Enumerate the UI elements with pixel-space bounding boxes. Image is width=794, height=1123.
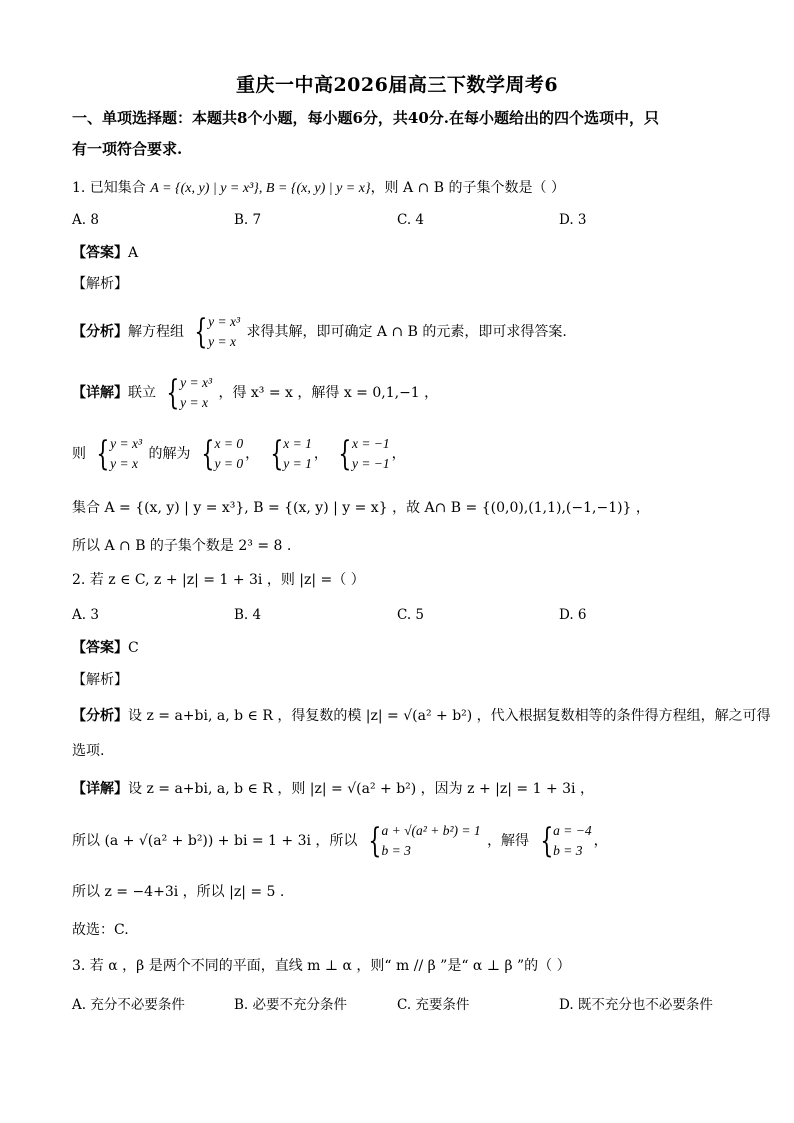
q2-equation-line xyxy=(72,821,732,861)
q1-stem-suffix: ，则 A ∩ B 的子集个数是（ ） xyxy=(370,180,565,196)
left-brace-icon: { xyxy=(201,434,215,474)
q2-fenxi-text: 设 z = a+bi, a, b ∈ R ，得复数的模 |z| = √(a² + b²) ，代入根据复数相等的条件得方程组，解之可得 xyxy=(128,708,771,724)
q2-eq-text-c: ， xyxy=(593,833,608,849)
section-heading-line-2: 有一项符合要求. xyxy=(72,140,183,158)
q2-stem: 2. 若 z ∈ C, z + |z| = 1 + 3i ，则 |z| =（ ） xyxy=(72,572,365,588)
q2-eq-text-a: 所以 (a + √(a² + b²)) + bi = 1 + 3i ，所以 xyxy=(72,833,358,849)
left-brace-icon: { xyxy=(368,821,382,861)
q1-detail-text-a: 联立 xyxy=(128,385,156,401)
q1-sol-text-b: 的解为 xyxy=(148,446,191,462)
q1-solution-1 xyxy=(197,434,243,474)
q1-option-d: D. 3 xyxy=(559,212,587,228)
q2-answer-tag: 【答案】 xyxy=(72,640,128,656)
q1-answer-tag: 【答案】 xyxy=(72,245,128,261)
q3-option-a: A. 充分不必要条件 xyxy=(72,997,185,1013)
q1-option-c: C. 4 xyxy=(397,212,425,228)
q1-solution-2-x: x = 1 xyxy=(283,436,312,451)
q1-fenxi xyxy=(72,312,732,352)
q2-sol-1: a = −4 xyxy=(553,823,592,838)
q2-option-c: C. 5 xyxy=(397,607,425,623)
q1-solution-1-y: y = 0 xyxy=(214,456,244,471)
q3-option-c: C. 充要条件 xyxy=(397,997,470,1013)
section-heading-line-1: 一、单项选择题：本题共8个小题，每小题6分，共40分.在每小题给出的四个选项中，只 xyxy=(72,109,659,127)
q1-solution-2 xyxy=(266,434,312,474)
q1-options xyxy=(72,212,732,232)
q1-answer xyxy=(72,243,732,263)
q1-detail-eq-1: y = x³ xyxy=(180,375,212,390)
q2-detail-text: 设 z = a+bi, a, b ∈ R ，则 |z| = √(a² + b²) ，因为 z + |z| = 1 + 3i ， xyxy=(128,781,594,797)
q2-fenxi xyxy=(72,706,771,726)
q2-eq-2: b = 3 xyxy=(381,843,411,858)
left-brace-icon: { xyxy=(96,434,110,474)
q2-fenxi-tag: 【分析】 xyxy=(72,708,128,724)
q1-option-b: B. 7 xyxy=(234,212,262,228)
page-title: 重庆一中高2026届高三下数学周考6 xyxy=(235,74,559,96)
q1-solutions: 则 { y = x³ y = x 的解为 { x = 0 y = 0 ， { x = 1 y = 1 ， { x = −1 y = −1 ， xyxy=(72,434,406,474)
q1-fenxi-eq-1: y = x³ xyxy=(208,314,240,329)
q1-stem xyxy=(72,178,732,199)
q2-eq-text-b: ，解得 xyxy=(487,833,530,849)
q2-sol-2: b = 3 xyxy=(553,843,583,858)
q1-sol-eq-2: y = x xyxy=(110,456,138,471)
q1-set-a: A = {(x, y) | y = x³} xyxy=(150,181,259,196)
q2-choose: 故选：C. xyxy=(72,922,129,938)
q1-detail-system xyxy=(162,373,212,413)
q1-fenxi-tag: 【分析】 xyxy=(72,324,128,340)
left-brace-icon: { xyxy=(194,312,208,352)
q1-solution-3-y: y = −1 xyxy=(351,456,390,471)
q1-solution-3-x: x = −1 xyxy=(351,436,390,451)
q1-stem-prefix: 1. 已知集合 xyxy=(72,180,146,196)
q2-detail xyxy=(72,779,732,799)
q1-detail xyxy=(72,373,732,413)
left-brace-icon: { xyxy=(269,434,283,474)
q2-eq-system xyxy=(364,821,481,861)
q2-eq-1: a + √(a² + b²) = 1 xyxy=(381,823,481,838)
q1-detail-tag: 【详解】 xyxy=(72,385,128,401)
q3-option-d: D. 既不充分也不必要条件 xyxy=(559,997,713,1013)
q1-sol-eq-1: y = x³ xyxy=(110,436,142,451)
q1-analysis-tag: 【解析】 xyxy=(72,276,128,292)
q3-options xyxy=(72,993,732,1013)
q1-set-b: , B = {(x, y) | y = x} xyxy=(258,181,371,196)
q1-sol-system xyxy=(92,434,142,474)
q1-option-a: A. 8 xyxy=(72,212,99,228)
q2-analysis-tag: 【解析】 xyxy=(72,672,128,688)
q1-detail-eq-2: y = x xyxy=(180,395,208,410)
q2-detail-tag: 【详解】 xyxy=(72,781,128,797)
q1-solution-1-x: x = 0 xyxy=(214,436,244,451)
q2-fenxi-continued: 选项. xyxy=(72,743,105,759)
q1-sol-text-a: 则 xyxy=(72,446,86,462)
left-brace-icon: { xyxy=(166,373,180,413)
q1-solution-2-y: y = 1 xyxy=(283,456,312,471)
q1-detail-text-b: ，得 x³ = x ，解得 x = 0,1,−1 ， xyxy=(218,385,439,401)
left-brace-icon: { xyxy=(338,434,352,474)
q3-option-b: B. 必要不充分条件 xyxy=(234,997,348,1013)
q1-fenxi-system xyxy=(190,312,240,352)
q3-stem: 3. 若 α ，β 是两个不同的平面，直线 m ⊥ α ，则“ m // β ”是“ α ⊥ β ”的（ ） xyxy=(72,958,571,974)
q1-answer-value: A xyxy=(128,245,139,261)
q2-answer xyxy=(72,638,732,658)
q1-fenxi-text-a: 解方程组 xyxy=(128,324,184,340)
q2-options xyxy=(72,607,732,627)
left-brace-icon: { xyxy=(539,821,553,861)
q1-conclusion: 所以 A ∩ B 的子集个数是 2³ = 8 . xyxy=(72,538,292,554)
q2-option-a: A. 3 xyxy=(72,607,99,623)
q1-fenxi-text-b: 求得其解，即可确定 A ∩ B 的元素，即可求得答案. xyxy=(246,324,567,340)
q1-solution-3 xyxy=(334,434,389,474)
q1-set-line: 集合 A = {(x, y) | y = x³}, B = {(x, y) | y = x} ，故 A∩ B = {(0,0),(1,1),(−1,−1)} ， xyxy=(72,500,650,516)
q2-answer-value: C xyxy=(128,640,139,656)
q2-eq-solution xyxy=(536,821,592,861)
q2-option-b: B. 4 xyxy=(234,607,262,623)
q2-result: 所以 z = −4+3i ，所以 |z| = 5 . xyxy=(72,884,285,900)
q2-option-d: D. 6 xyxy=(559,607,587,623)
q1-fenxi-eq-2: y = x xyxy=(208,334,236,349)
